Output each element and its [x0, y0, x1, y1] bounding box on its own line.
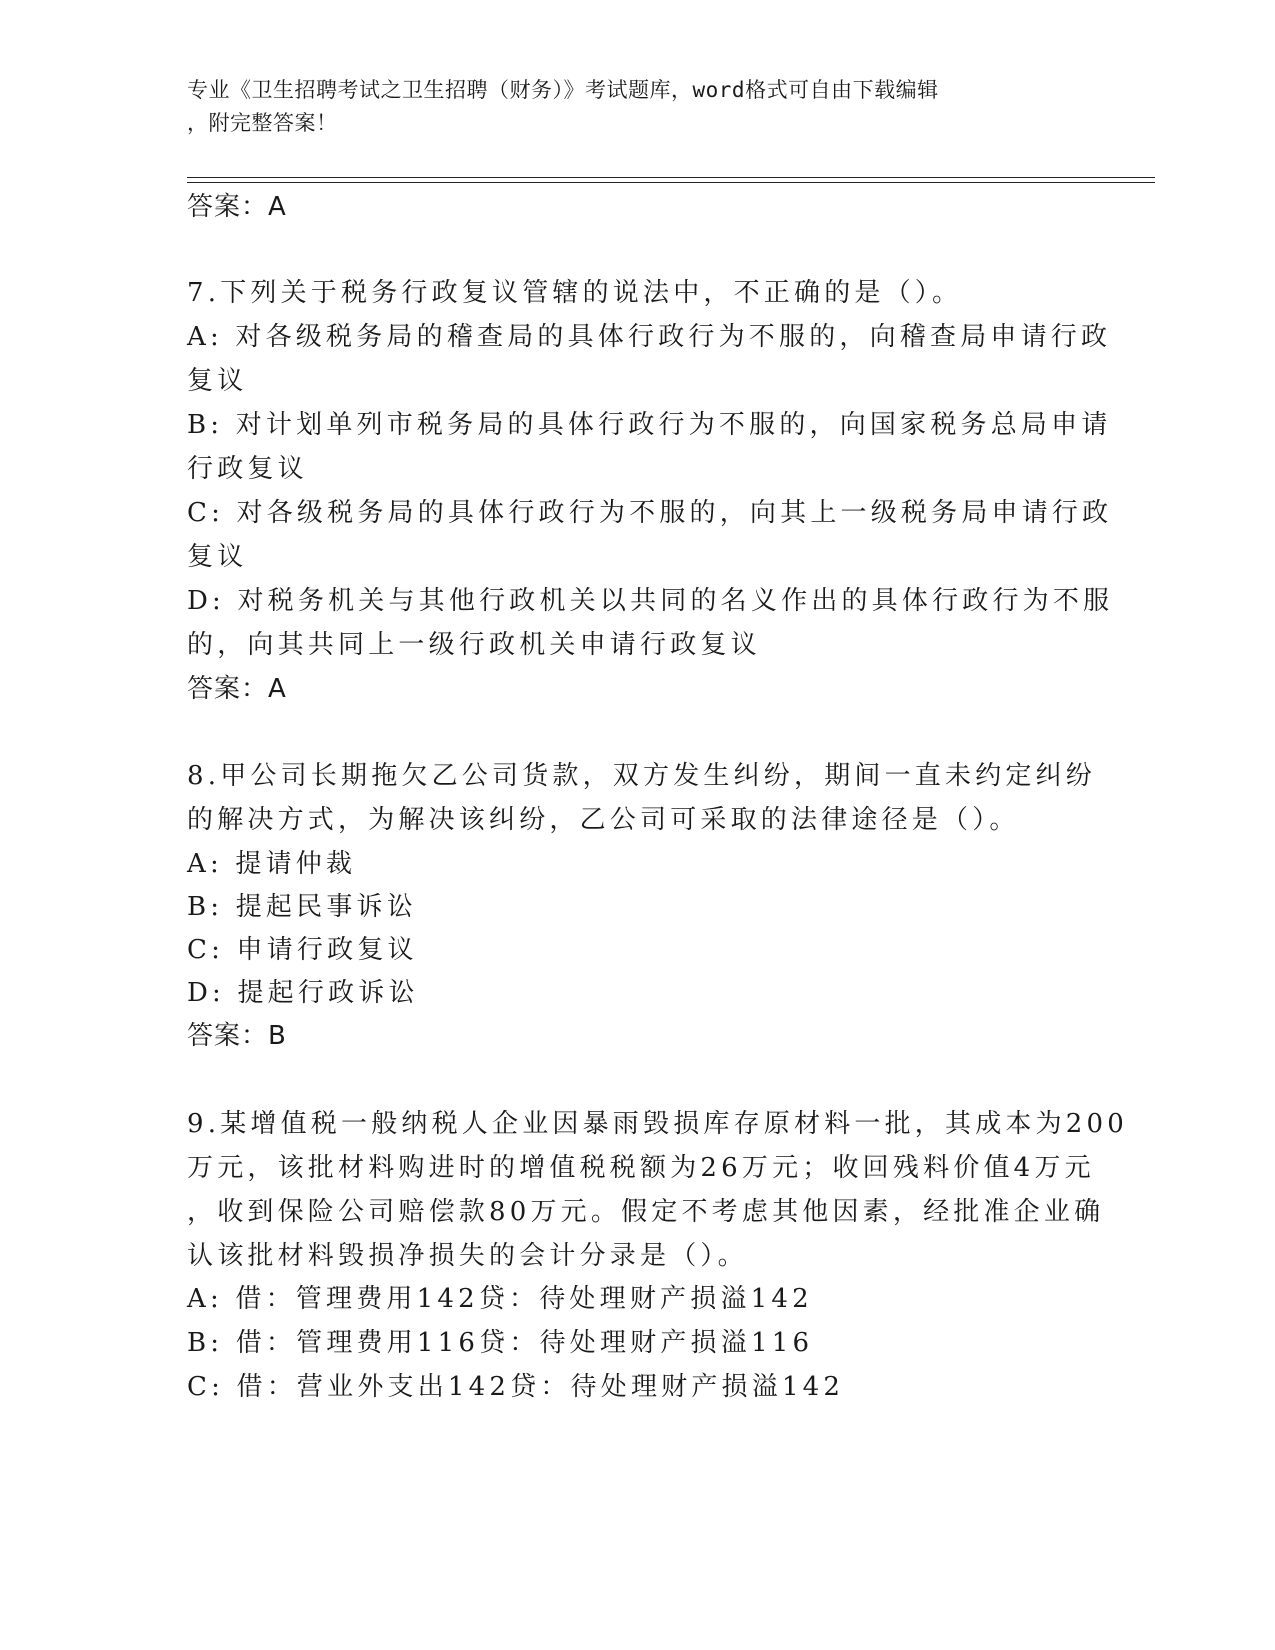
- header-line-2: ，附完整答案！: [187, 111, 338, 135]
- q9-option-b: B: 借：管理费用116贷：待处理财产损溢116: [187, 1328, 814, 1358]
- q7-option-c: C: 对各级税务局的具体行政行为不服的，向其上一级税务局申请行政: [187, 498, 1113, 528]
- q7-option-a-cont: 复议: [187, 366, 248, 396]
- q7-stem: 7.下列关于税务行政复议管辖的说法中，不正确的是（）。: [187, 278, 963, 308]
- q9-stem-cont-1: 万元，该批材料购进时的增值税税额为26万元；收回残料价值4万元: [187, 1153, 1095, 1183]
- header-divider-top: [187, 177, 1155, 178]
- q7-option-c-cont: 复议: [187, 542, 248, 572]
- q7-option-b: B: 对计划单列市税务局的具体行政行为不服的，向国家税务总局申请: [187, 410, 1112, 440]
- previous-answer: 答案：A: [187, 192, 287, 222]
- q7-option-d-cont: 的，向其共同上一级行政机关申请行政复议: [187, 630, 761, 660]
- q7-option-b-cont: 行政复议: [187, 454, 308, 484]
- q8-stem-cont: 的解决方式，为解决该纠纷，乙公司可采取的法律途径是（）。: [187, 805, 1020, 835]
- q8-option-b: B: 提起民事诉讼: [187, 892, 417, 922]
- q7-answer: 答案：A: [187, 674, 287, 704]
- q9-option-c: C: 借：营业外支出142贷：待处理财产损溢142: [187, 1372, 845, 1402]
- q7-option-a: A: 对各级税务局的稽查局的具体行政行为不服的，向稽查局申请行政: [187, 322, 1112, 352]
- document-header: [187, 74, 1087, 140]
- q8-option-d: D: 提起行政诉讼: [187, 978, 419, 1008]
- q8-option-c: C: 申请行政复议: [187, 935, 418, 965]
- header-line-1: 专业《卫生招聘考试之卫生招聘（财务）》考试题库，word格式可自由下载编辑: [187, 78, 939, 102]
- q7-option-d: D: 对税务机关与其他行政机关以共同的名义作出的具体行政行为不服: [187, 586, 1114, 616]
- q9-option-a: A: 借：管理费用142贷：待处理财产损溢142: [187, 1284, 813, 1314]
- q8-answer: 答案：B: [187, 1021, 287, 1051]
- q8-option-a: A: 提请仲裁: [187, 849, 357, 879]
- q9-stem-cont-2: ，收到保险公司赔偿款80万元。假定不考虑其他因素，经批准企业确: [187, 1197, 1105, 1227]
- q9-stem-cont-3: 认该批材料毁损净损失的会计分录是（）。: [187, 1241, 748, 1271]
- q9-stem: 9.某增值税一般纳税人企业因暴雨毁损库存原材料一批，其成本为200: [187, 1109, 1129, 1139]
- q8-stem: 8.甲公司长期拖欠乙公司货款，双方发生纠纷，期间一直未约定纠纷: [187, 761, 1097, 791]
- header-divider-bottom: [187, 182, 1155, 183]
